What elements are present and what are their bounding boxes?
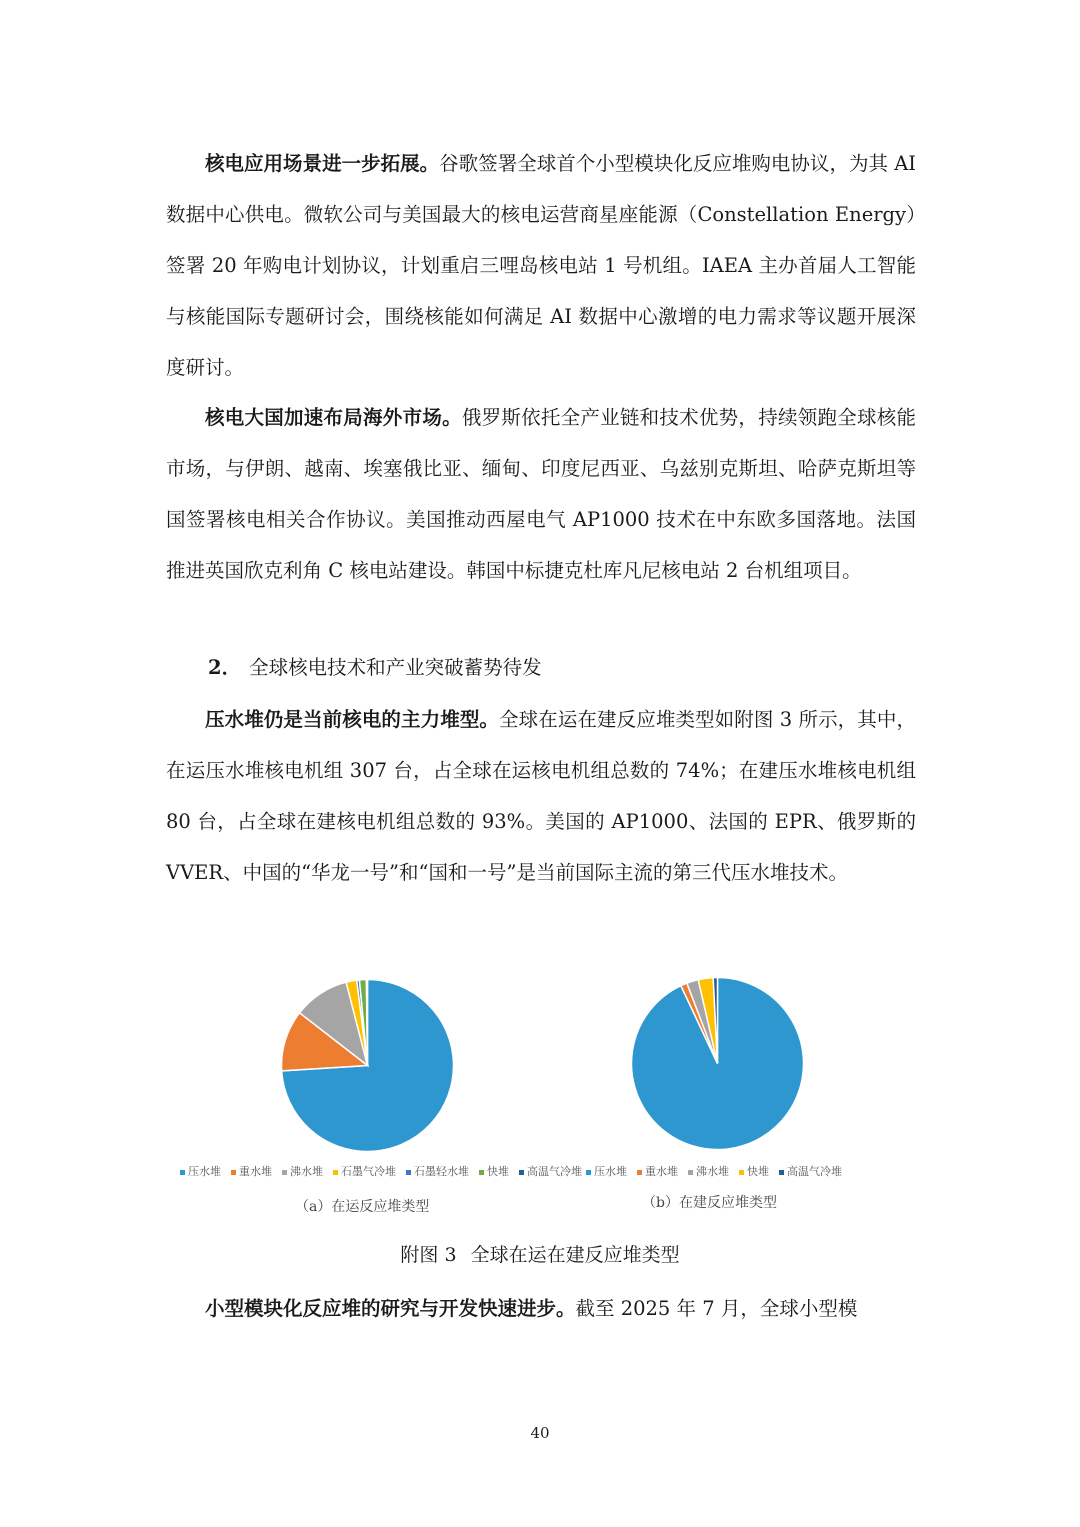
legend-swatch: [231, 1170, 236, 1175]
legend-item: [739, 1165, 769, 1178]
legend-item: [586, 1165, 627, 1178]
figure-number: 附图 3: [400, 1244, 457, 1266]
legend-label: 沸水堆: [290, 1165, 323, 1178]
pie-chart-operating: [270, 968, 465, 1163]
legend-under-construction: [586, 1163, 852, 1179]
legend-label: 高温气冷堆: [787, 1165, 842, 1178]
legend-item: [333, 1165, 396, 1178]
paragraph-overseas-market: [166, 392, 916, 596]
legend-label: 石墨气冷堆: [341, 1165, 396, 1178]
legend-label: 压水堆: [188, 1165, 221, 1178]
legend-swatch: [333, 1170, 338, 1175]
section-title: 全球核电技术和产业突破蓄势待发: [249, 656, 542, 679]
paragraph-body: 谷歌签署全球首个小型模块化反应堆购电协议，为其 AI 数据中心供电。微软公司与美国最大的核电运营商星座能源（Constellation Energy）签署 20 年购电计划协议，计划重启三哩岛核电站 1 号机组。IAEA 主办首届人工智能与核能国际专题研讨会，围绕核能如何满足 AI 数据中心激增的电力需求等议题开展深度研讨。: [166, 152, 916, 379]
legend-label: 快堆: [487, 1165, 509, 1178]
legend-item: [519, 1165, 582, 1178]
subcaption-operating: （a）在运反应堆类型: [295, 1199, 430, 1215]
legend-item: [479, 1165, 509, 1178]
paragraph-lead: 核电大国加速布局海外市场。: [205, 406, 462, 429]
legend-swatch: [519, 1170, 524, 1175]
legend-label: 高温气冷堆: [527, 1165, 582, 1178]
legend-swatch: [406, 1170, 411, 1175]
paragraph-lead: 核电应用场景进一步拓展。: [205, 152, 440, 175]
paragraph-body: 全球在运在建反应堆类型如附图 3 所示，其中，在运压水堆核电机组 307 台，占全球在运核电机组总数的 74%；在建压水堆核电机组 80 台，占全球在建核电机组总数的 93%。美国的 AP1000、法国的 EPR、俄罗斯的 VVER、中国的“华龙一号”和“国和一号”是当前国际主流的第三代压水堆技术。: [166, 708, 916, 884]
legend-swatch: [586, 1170, 591, 1175]
legend-item: [406, 1165, 469, 1178]
paragraph-app-scenarios: [166, 138, 916, 393]
legend-item: [180, 1165, 221, 1178]
section-heading: [208, 648, 542, 688]
legend-item: [637, 1165, 678, 1178]
legend-swatch: [282, 1170, 287, 1175]
paragraph-lead: 小型模块化反应堆的研究与开发快速进步。: [205, 1297, 576, 1320]
section-number: 2．: [208, 656, 242, 679]
legend-item: [779, 1165, 842, 1178]
legend-label: 沸水堆: [696, 1165, 729, 1178]
legend-item: [282, 1165, 323, 1178]
legend-label: 重水堆: [645, 1165, 678, 1178]
page-number: 40: [530, 1424, 550, 1442]
paragraph-smr: [166, 1283, 916, 1334]
paragraph-lead: 压水堆仍是当前核电的主力堆型。: [205, 708, 500, 731]
legend-item: [231, 1165, 272, 1178]
legend-operating: [180, 1163, 592, 1179]
paragraph-pwr: [166, 694, 916, 898]
legend-label: 石墨轻水堆: [414, 1165, 469, 1178]
legend-swatch: [688, 1170, 693, 1175]
figure-title: 全球在运在建反应堆类型: [470, 1244, 680, 1266]
legend-label: 快堆: [747, 1165, 769, 1178]
legend-swatch: [479, 1170, 484, 1175]
legend-swatch: [180, 1170, 185, 1175]
subcaption-under-construction: （b）在建反应堆类型: [642, 1195, 777, 1211]
legend-swatch: [739, 1170, 744, 1175]
figure-caption: [0, 1240, 1080, 1270]
legend-item: [688, 1165, 729, 1178]
legend-swatch: [637, 1170, 642, 1175]
legend-label: 压水堆: [594, 1165, 627, 1178]
paragraph-body: 俄罗斯依托全产业链和技术优势，持续领跑全球核能市场，与伊朗、越南、埃塞俄比亚、缅甸、印度尼西亚、乌兹别克斯坦、哈萨克斯坦等国签署核电相关合作协议。美国推动西屋电气 AP1000 技术在中东欧多国落地。法国推进英国欣克利角 C 核电站建设。韩国中标捷克杜库凡尼核电站 2 台机组项目。: [166, 406, 916, 582]
pie-chart-under-construction: [620, 966, 815, 1161]
legend-swatch: [779, 1170, 784, 1175]
legend-label: 重水堆: [239, 1165, 272, 1178]
paragraph-body: 截至 2025 年 7 月，全球小型模: [575, 1297, 858, 1320]
